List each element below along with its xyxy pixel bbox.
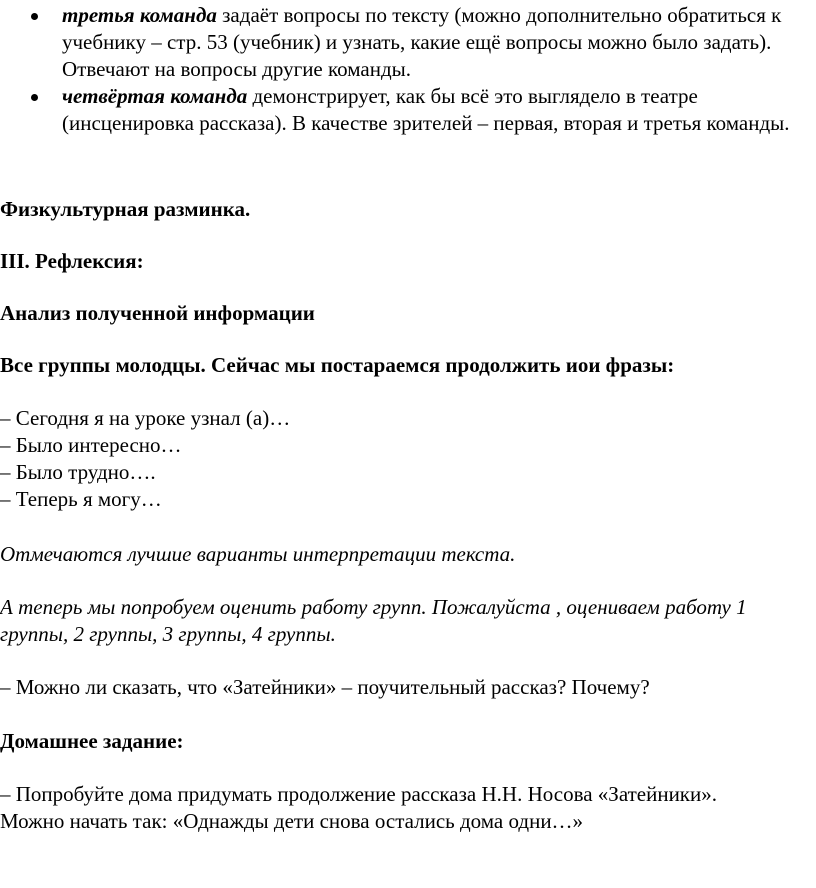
analysis-heading: Анализ полученной информации — [0, 301, 315, 325]
bullet-icon — [31, 13, 38, 20]
bullet-icon — [31, 94, 38, 101]
team-task-text: задаёт вопросы по тексту (можно дополнительно обратиться к учебнику – стр. 53 (учебник) и узнать, какие ещё вопросы можно было задать). Отвечают на вопросы другие команды. — [62, 3, 782, 81]
phrase-line: – Было интересно… — [0, 433, 182, 457]
italic-note: Отмечаются лучшие варианты интерпретации текста. — [0, 542, 516, 566]
list-item — [0, 2, 816, 83]
groups-heading: Все группы молодцы. Сейчас мы постараемся продолжить иои фразы: — [0, 353, 675, 377]
phrase-line: – Было трудно…. — [0, 460, 156, 484]
phrase-line: – Сегодня я на уроке узнал (а)… — [0, 406, 291, 430]
italic-evaluation: А теперь мы попробуем оценить работу групп. Пожалуйста , оцениваем работу 1 группы, 2 группы, 3 группы, 4 группы. — [0, 595, 747, 646]
warmup-heading: Физкультурная разминка. — [0, 197, 251, 221]
list-item — [0, 83, 816, 137]
homework-heading: Домашнее задание: — [0, 729, 184, 753]
reflection-heading: III. Рефлексия: — [0, 249, 144, 273]
team-name: третья команда — [62, 3, 217, 27]
team-name: четвёртая команда — [62, 84, 248, 108]
phrase-line: – Теперь я могу… — [0, 487, 162, 511]
homework-text: – Попробуйте дома придумать продолжение рассказа Н.Н. Носова «Затейники». Можно начать так: «Однажды дети снова остались дома одни…» — [0, 782, 717, 833]
phrase-list — [0, 405, 810, 513]
team-task-list — [0, 2, 816, 137]
team-task-text: демонстрирует, как бы всё это выглядело в театре (инсценировка рассказа). В качестве зрителей – первая, вторая и третья команды. — [62, 84, 790, 135]
question-text: – Можно ли сказать, что «Затейники» – поучительный рассказ? Почему? — [0, 675, 650, 699]
